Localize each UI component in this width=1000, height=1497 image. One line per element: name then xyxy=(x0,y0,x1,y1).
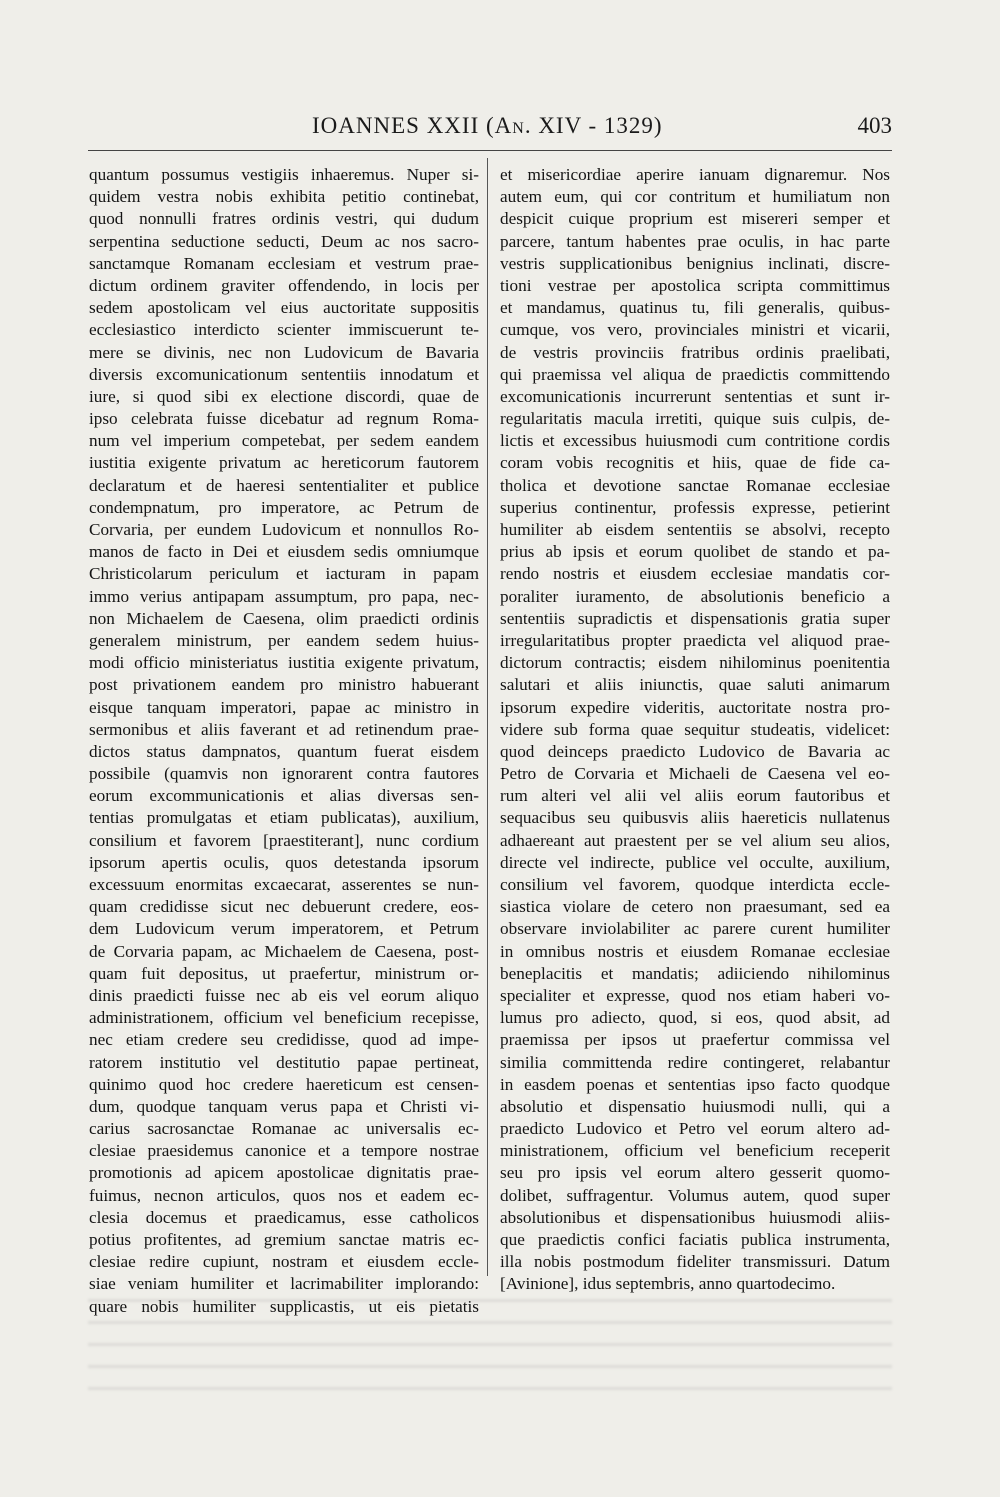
text-line: tentias promulgatas et etiam publicatas), auxilium, xyxy=(89,808,479,828)
text-line: Corvaria, per eundem Ludovicum et nonnullos Ro- xyxy=(89,520,479,539)
text-line: rendo nostris et eiusdem ecclesiae mandatis cor- xyxy=(500,564,890,584)
text-line: Petro de Corvaria et Michaeli de Caesena vel eo- xyxy=(500,764,890,784)
text-line: Christicolarum periculum et iacturam in papam xyxy=(89,564,479,584)
header-rule xyxy=(88,150,892,151)
text-line: despicit cuique proprium est misereri semper et xyxy=(500,209,890,229)
text-line: rum alteri vel alii vel aliis eorum fautoribus et xyxy=(500,786,890,806)
text-line: quod nonnulli fratres ordinis vestri, qui dudum xyxy=(89,209,479,229)
text-line: in omnibus nostris et eiusdem Romanae ecclesiae xyxy=(500,941,890,961)
text-line: de Corvaria papam, ac Michaelem de Caesena, post- xyxy=(89,941,479,961)
text-line: siastica violare de cetero non praesumant, sed ea xyxy=(500,897,890,917)
text-line: autem eum, qui cor contritum et humiliatum non xyxy=(500,187,890,207)
running-title-rest: . XIV - 1329) xyxy=(524,113,663,138)
text-line: quam credidisse sicut nec debuerunt credere, eos- xyxy=(89,897,479,917)
text-line: similia committenda redire contingeret, relabantur xyxy=(500,1052,890,1072)
text-line: lictis et excessibus huiusmodi cum contritione cordis xyxy=(500,431,890,451)
text-line: adhaereant aut praestent per se vel alium seu alios, xyxy=(500,830,890,850)
text-line: consilium vel favorem, quodque interdicta eccle- xyxy=(500,875,890,894)
running-title-main: IOANNES XXII (A xyxy=(312,113,513,138)
text-line: mere se divinis, nec non Ludovicum de Bavaria xyxy=(89,342,479,362)
text-line: sententiis supradictis et dispensationis gratia super xyxy=(500,608,890,628)
text-line: poraliter iuramento, de absolutionis beneficio a xyxy=(500,586,890,606)
text-line: iure, si quod sibi ex electione discordi, quae de xyxy=(89,386,479,406)
text-line: dictorum contractis; eisdem nihilominus poenitentia xyxy=(500,653,890,673)
text-line: quare nobis humiliter supplicastis, ut eis pietatis xyxy=(89,1296,479,1316)
text-line: manos de facto in Dei et eiusdem sedis omniumque xyxy=(89,542,479,562)
bleed-through-shadow xyxy=(88,1285,892,1395)
text-line: specialiter et expresse, quod nos etiam haberi vo- xyxy=(500,985,890,1005)
text-line: et mandamus, quatinus tu, fili generalis, quibus- xyxy=(500,298,890,318)
text-line: illa nobis postmodum fideliter transmissuri. Datum xyxy=(500,1252,890,1272)
right-column xyxy=(500,164,890,1296)
running-header xyxy=(88,113,892,143)
page-number: 403 xyxy=(857,113,892,138)
column-divider xyxy=(487,158,488,1276)
text-line: humiliter ab eisdem sententiis se absolvi, recepto xyxy=(500,520,890,539)
running-title xyxy=(312,113,663,139)
text-line: dinis praedicti fuisse nec ab eis vel eorum aliquo xyxy=(89,985,479,1005)
text-line: serpentina seductione seducti, Deum ac nos sacro- xyxy=(89,231,479,251)
text-line: regularitatis macula irretiti, quique suis culpis, de- xyxy=(500,409,890,429)
text-line: administrationem, officium vel beneficium recepisse, xyxy=(89,1008,479,1028)
text-line: praemissa per ipsos ut praefertur commissa vel xyxy=(500,1030,890,1050)
text-line: ipsorum apertis oculis, quos detestanda ipsorum xyxy=(89,852,479,872)
text-line: irregularitatibus propter praedicta vel aliquod prae- xyxy=(500,630,890,650)
text-line: dolibet, suffragentur. Volumus autem, quod super xyxy=(500,1185,890,1205)
text-line: declaratum et de haeresi sententialiter et publice xyxy=(89,475,479,495)
text-line: beneplacitis et mandatis; adiiciendo nihilominus xyxy=(500,963,890,983)
text-line: absolutionibus et dispensationibus huiusmodi aliis- xyxy=(500,1207,890,1227)
text-line: vestris supplicationibus benignius inclinati, discre- xyxy=(500,253,890,273)
text-line: sedem apostolicam vel eius auctoritate suppositis xyxy=(89,298,479,318)
text-line: possibile (quamvis non ignorarent contra fautores xyxy=(89,764,479,784)
text-line: eisque tanquam imperatori, papae ac ministro in xyxy=(89,697,479,717)
text-line: sequacibus seu quibusvis aliis haereticis nullatenus xyxy=(500,808,890,828)
text-line: eorum excommunicationis et alias diversas sen- xyxy=(89,786,479,806)
text-line: non Michaelem de Caesena, olim praedicti ordinis xyxy=(89,608,479,628)
text-line: videre sub forma quae sequitur studeatis, videlicet: xyxy=(500,719,890,739)
text-line: sanctamque Romanam ecclesiam et vestrum prae- xyxy=(89,253,479,273)
text-line: condempnatum, pro imperatore, ac Petrum de xyxy=(89,497,479,517)
text-line: parcere, tantum habentes prae oculis, in hac parte xyxy=(500,231,890,251)
text-line: immo verius antipapam assumptum, pro papa, nec- xyxy=(89,586,479,606)
text-line: excessuum enormitas excaecarat, asserentes se nun- xyxy=(89,875,479,894)
text-line: que praedictis confici faciatis publica instrumenta, xyxy=(500,1230,890,1249)
text-line: superius continentur, professis expresse, petierint xyxy=(500,497,890,517)
text-line: num vel imperium competebat, per sedem eandem xyxy=(89,431,479,451)
text-line: siae veniam humiliter et lacrimabiliter implorando: xyxy=(89,1274,479,1294)
text-line: ipsorum expedire videritis, auctoritate nostra pro- xyxy=(500,697,890,717)
text-line: dum, quodque tanquam verus papa et Christi vi- xyxy=(89,1096,479,1116)
text-line: dem Ludovicum verum imperatorem, et Petrum xyxy=(89,919,479,939)
text-line: quantum possumus vestigiis inhaeremus. Nuper si- xyxy=(89,165,479,184)
text-line: ministrationem, officium vel beneficium receperit xyxy=(500,1141,890,1161)
text-line: in easdem poenas et sententias ipso facto quodque xyxy=(500,1074,890,1094)
text-line: ratorem institutio vel destitutio papae pertineat, xyxy=(89,1052,479,1072)
text-line: modi officio ministeriatus iustitia exigente privatum, xyxy=(89,653,479,673)
text-line: lumus pro adiecto, quod, si eos, quod absit, ad xyxy=(500,1008,890,1028)
text-line: generalem ministrum, per eandem sedem huius- xyxy=(89,630,479,650)
text-line: fuimus, necnon articulos, quos nos et eadem ec- xyxy=(89,1185,479,1205)
left-column xyxy=(89,164,479,1318)
text-line: tioni vestrae per apostolica scripta committimus xyxy=(500,275,890,295)
text-line: ipso celebrata fuisse dicebatur ad regnum Roma- xyxy=(89,409,479,429)
text-line: diversis excomunicationum sententiis innodatum et xyxy=(89,364,479,384)
text-line: clesiae redire cupiunt, nostram et eiusdem eccle- xyxy=(89,1252,479,1272)
text-line: directe vel indirecte, publice vel occulte, auxilium, xyxy=(500,852,890,872)
text-line: dictum ordinem graviter offendendo, in locis per xyxy=(89,275,479,295)
text-line: salutari et aliis iniunctis, quae saluti animarum xyxy=(500,675,890,695)
text-line: qui praemissa vel aliqua de praedictis committendo xyxy=(500,364,890,384)
text-line: potius profitentes, ad gremium sanctae matris ec- xyxy=(89,1230,479,1249)
text-line: quam fuit depositus, ut praefertur, ministrum or- xyxy=(89,963,479,983)
text-line: cumque, vos vero, provinciales ministri et vicarii, xyxy=(500,320,890,340)
text-line: post privationem eandem pro ministro habuerant xyxy=(89,675,479,695)
text-line: quinimo quod hoc credere haereticum est censen- xyxy=(89,1074,479,1094)
text-line: excomunicationis incurrerunt sententias et sunt ir- xyxy=(500,386,890,406)
text-line: et misericordiae aperire ianuam dignaremur. Nos xyxy=(500,165,890,184)
text-line: clesiae praesidemus canonice et a tempore nostrae xyxy=(89,1141,479,1161)
text-line: quod deinceps praedicto Ludovico de Bavaria ac xyxy=(500,741,890,761)
text-line: iustitia exigente privatum ac hereticorum fautorem xyxy=(89,453,479,473)
text-line: clesia docemus et praedicamus, esse catholicos xyxy=(89,1207,479,1227)
text-line: quidem vestra nobis exhibita petitio continebat, xyxy=(89,187,479,207)
text-line: de vestris provinciis fratribus ordinis praelibati, xyxy=(500,342,890,362)
text-line: nec etiam credere seu credidisse, quod ad impe- xyxy=(89,1030,479,1050)
text-line: consilium et favorem [praestiterant], nunc cordium xyxy=(89,830,479,850)
text-line: [Avinione], idus septembris, anno quartodecimo. xyxy=(500,1274,836,1294)
text-line: tholica et devotione sanctae Romanae ecclesiae xyxy=(500,475,890,495)
text-line: coram vobis recognitis et hiis, quae de fide ca- xyxy=(500,453,890,473)
text-line: sermonibus et aliis faverant et ad retinendum prae- xyxy=(89,719,479,739)
text-line: praedicto Ludovico et Petro vel eorum altero ad- xyxy=(500,1119,890,1139)
text-line: dictos status dampnatos, quantum fuerat eisdem xyxy=(89,741,479,761)
text-line: promotionis ad apicem apostolicae dignitatis prae- xyxy=(89,1163,479,1183)
running-title-small-caps: n xyxy=(512,113,525,138)
text-line: ecclesiastico interdicto scienter immiscuerunt te- xyxy=(89,320,479,340)
text-line: prius ab ipsis et eorum quolibet de stando et pa- xyxy=(500,542,890,562)
text-line: observare inviolabiliter ac parere curent humiliter xyxy=(500,919,890,939)
text-line: absolutio et dispensatio huiusmodi nulli, qui a xyxy=(500,1096,890,1116)
text-line: carius sacrosanctae Romanae ac universalis ec- xyxy=(89,1119,479,1139)
text-line: seu pro ipsis vel eorum altero gesserit quomo- xyxy=(500,1163,890,1183)
